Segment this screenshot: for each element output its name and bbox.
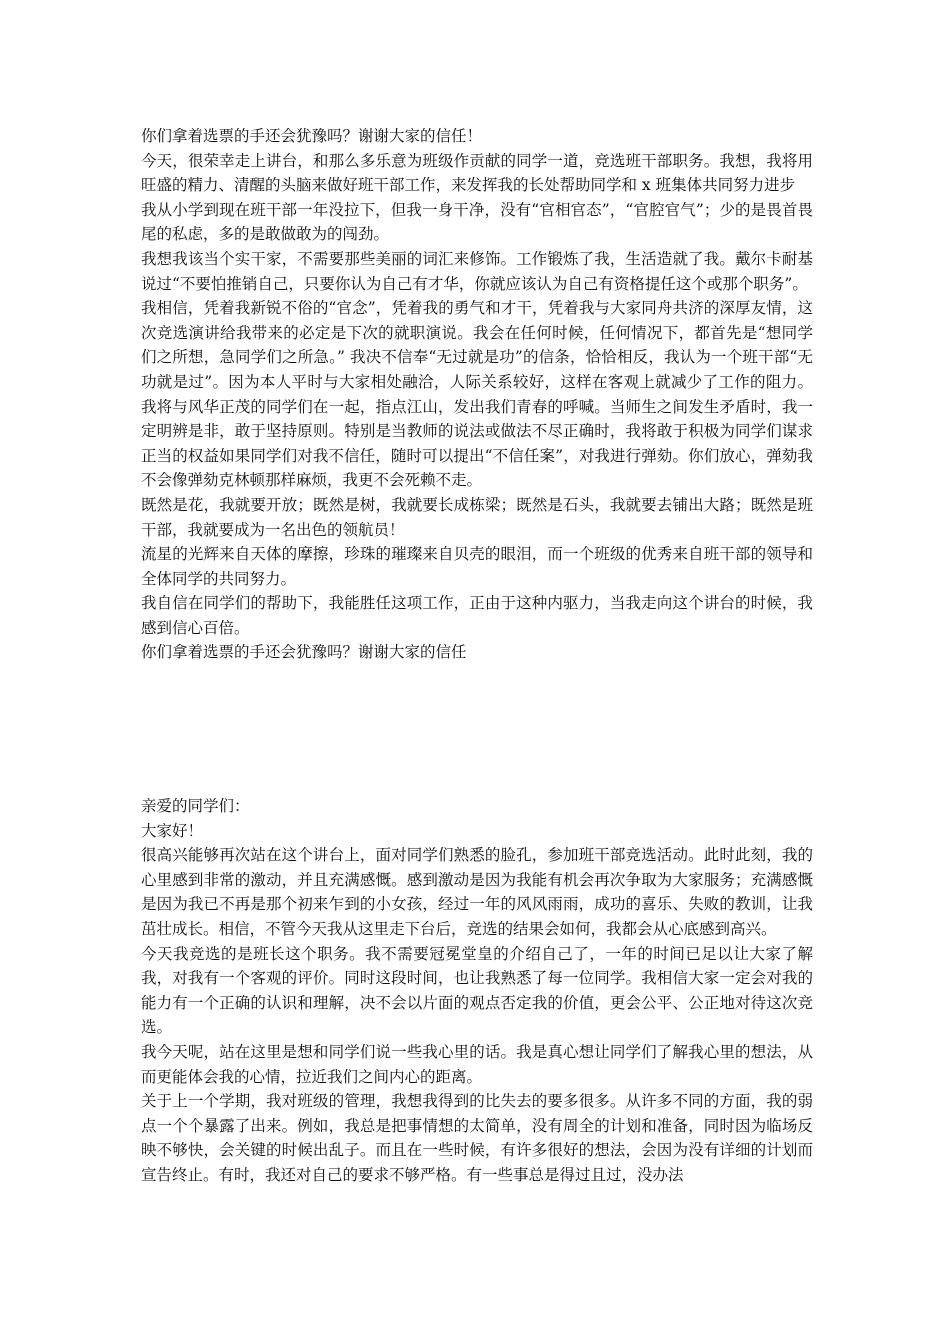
- paragraph: 今天，很荣幸走上讲台，和那么多乐意为班级作贡献的同学一道，竞选班干部职务。我想，我将用旺盛的精力、清醒的头脑来做好班干部工作，来发挥我的长处帮助同学和 x 班集体共同努力进步: [141, 151, 813, 195]
- paragraph: 我相信，凭着我新锐不俗的“官念”，凭着我的勇气和才干，凭着我与大家同舟共济的深厚友情，这次竞选演讲给我带来的必定是下次的就职演说。我会在任何时候，任何情况下，都首先是“想同学们之所想，急同学们之所急。” 我决不信奉“无过就是功”的信条，恰恰相反，我认为一个班干部“无功就是过”。因为本人平时与大家相处融洽，人际关系较好，这样在客观上就减少了工作的阻力。我将与风华正茂的同学们在一起，指点江山，发出我们青春的呼喊。当师生之间发生矛盾时，我一定明辨是非，敢于坚持原则。特别是当教师的说法或做法不尽正确时，我将敢于积极为同学们谋求正当的权益如果同学们对我不信任，随时可以提出“不信任案”，对我进行弹劾。你们放心，弹劾我不会像弹劾克林顿那样麻烦，我更不会死赖不走。: [141, 299, 813, 490]
- paragraph: 我从小学到现在班干部一年没拉下，但我一身干净，没有“官相官态”，“官腔官气”；少的是畏首畏尾的私虑，多的是敢做敢为的闯劲。: [141, 200, 813, 244]
- paragraph: 流星的光辉来自天体的摩擦，珍珠的璀璨来自贝壳的眼泪，而一个班级的优秀来自班干部的领导和全体同学的共同努力。: [141, 545, 813, 588]
- paragraph: 既然是花，我就要开放；既然是树，我就要长成栋梁；既然是石头，我就要去铺出大路；既然是班干部，我就要成为一名出色的领航员！: [141, 495, 813, 539]
- paragraph: 我自信在同学们的帮助下，我能胜任这项工作，正由于这种内驱力，当我走向这个讲台的时候，我感到信心百倍。: [141, 594, 813, 637]
- greeting: 大家好！: [141, 821, 204, 840]
- paragraph: 我今天呢，站在这里是想和同学们说一些我心里的话。我是真心想让同学们了解我心里的想法，从而更能体会我的心情，拉近我们之间内心的距离。: [141, 1042, 813, 1086]
- paragraph: 你们拿着选票的手还会犹豫吗？谢谢大家的信任: [141, 643, 467, 662]
- speech-two: [141, 794, 813, 1188]
- paragraph: 关于上一个学期，我对班级的管理，我想我得到的比失去的要多很多。从许多不同的方面，我的弱点一个个暴露了出来。例如，我总是把事情想的太简单，没有周全的计划和准备，同时因为临场反映不够快，会关键的时候出乱子。而且在一些时候，有许多很好的想法，会因为没有详细的计划而宣告终止。有时，我还对自己的要求不够严格。有一些事总是得过且过，没办法: [141, 1092, 813, 1184]
- paragraph: 我想我该当个实干家，不需要那些美丽的词汇来修饰。工作锻炼了我，生活造就了我。戴尔卡耐基说过“不要怕推销自己，只要你认为自己有才华，你就应该认为自己有资格提任这个或那个职务”。: [141, 249, 813, 293]
- salutation: 亲爱的同学们：: [141, 797, 250, 815]
- speech-one: [141, 124, 813, 665]
- paragraph: 你们拿着选票的手还会犹豫吗？谢谢大家的信任！: [141, 127, 483, 145]
- paragraph: 今天我竞选的是班长这个职务。我不需要冠冕堂皇的介绍自己了，一年的时间已足以让大家了解我，对我有一个客观的评价。同时这段时间，也让我熟悉了每一位同学。我相信大家一定会对我的能力有一个正确的认识和理解，决不会以片面的观点否定我的价值，更会公平、公正地对待这次竞选。: [141, 944, 813, 1037]
- paragraph: 很高兴能够再次站在这个讲台上，面对同学们熟悉的脸孔，参加班干部竞选活动。此时此刻，我的心里感到非常的激动，并且充满感慨。感到激动是因为我能有机会再次争取为大家服务；充满感慨是因为我已不再是那个初来乍到的小女孩，经过一年的风风雨雨，成功的喜乐、失败的教训，让我茁壮成长。相信，不管今天我从这里走下台后，竞选的结果会如何，我都会从心底感到高兴。: [141, 846, 813, 938]
